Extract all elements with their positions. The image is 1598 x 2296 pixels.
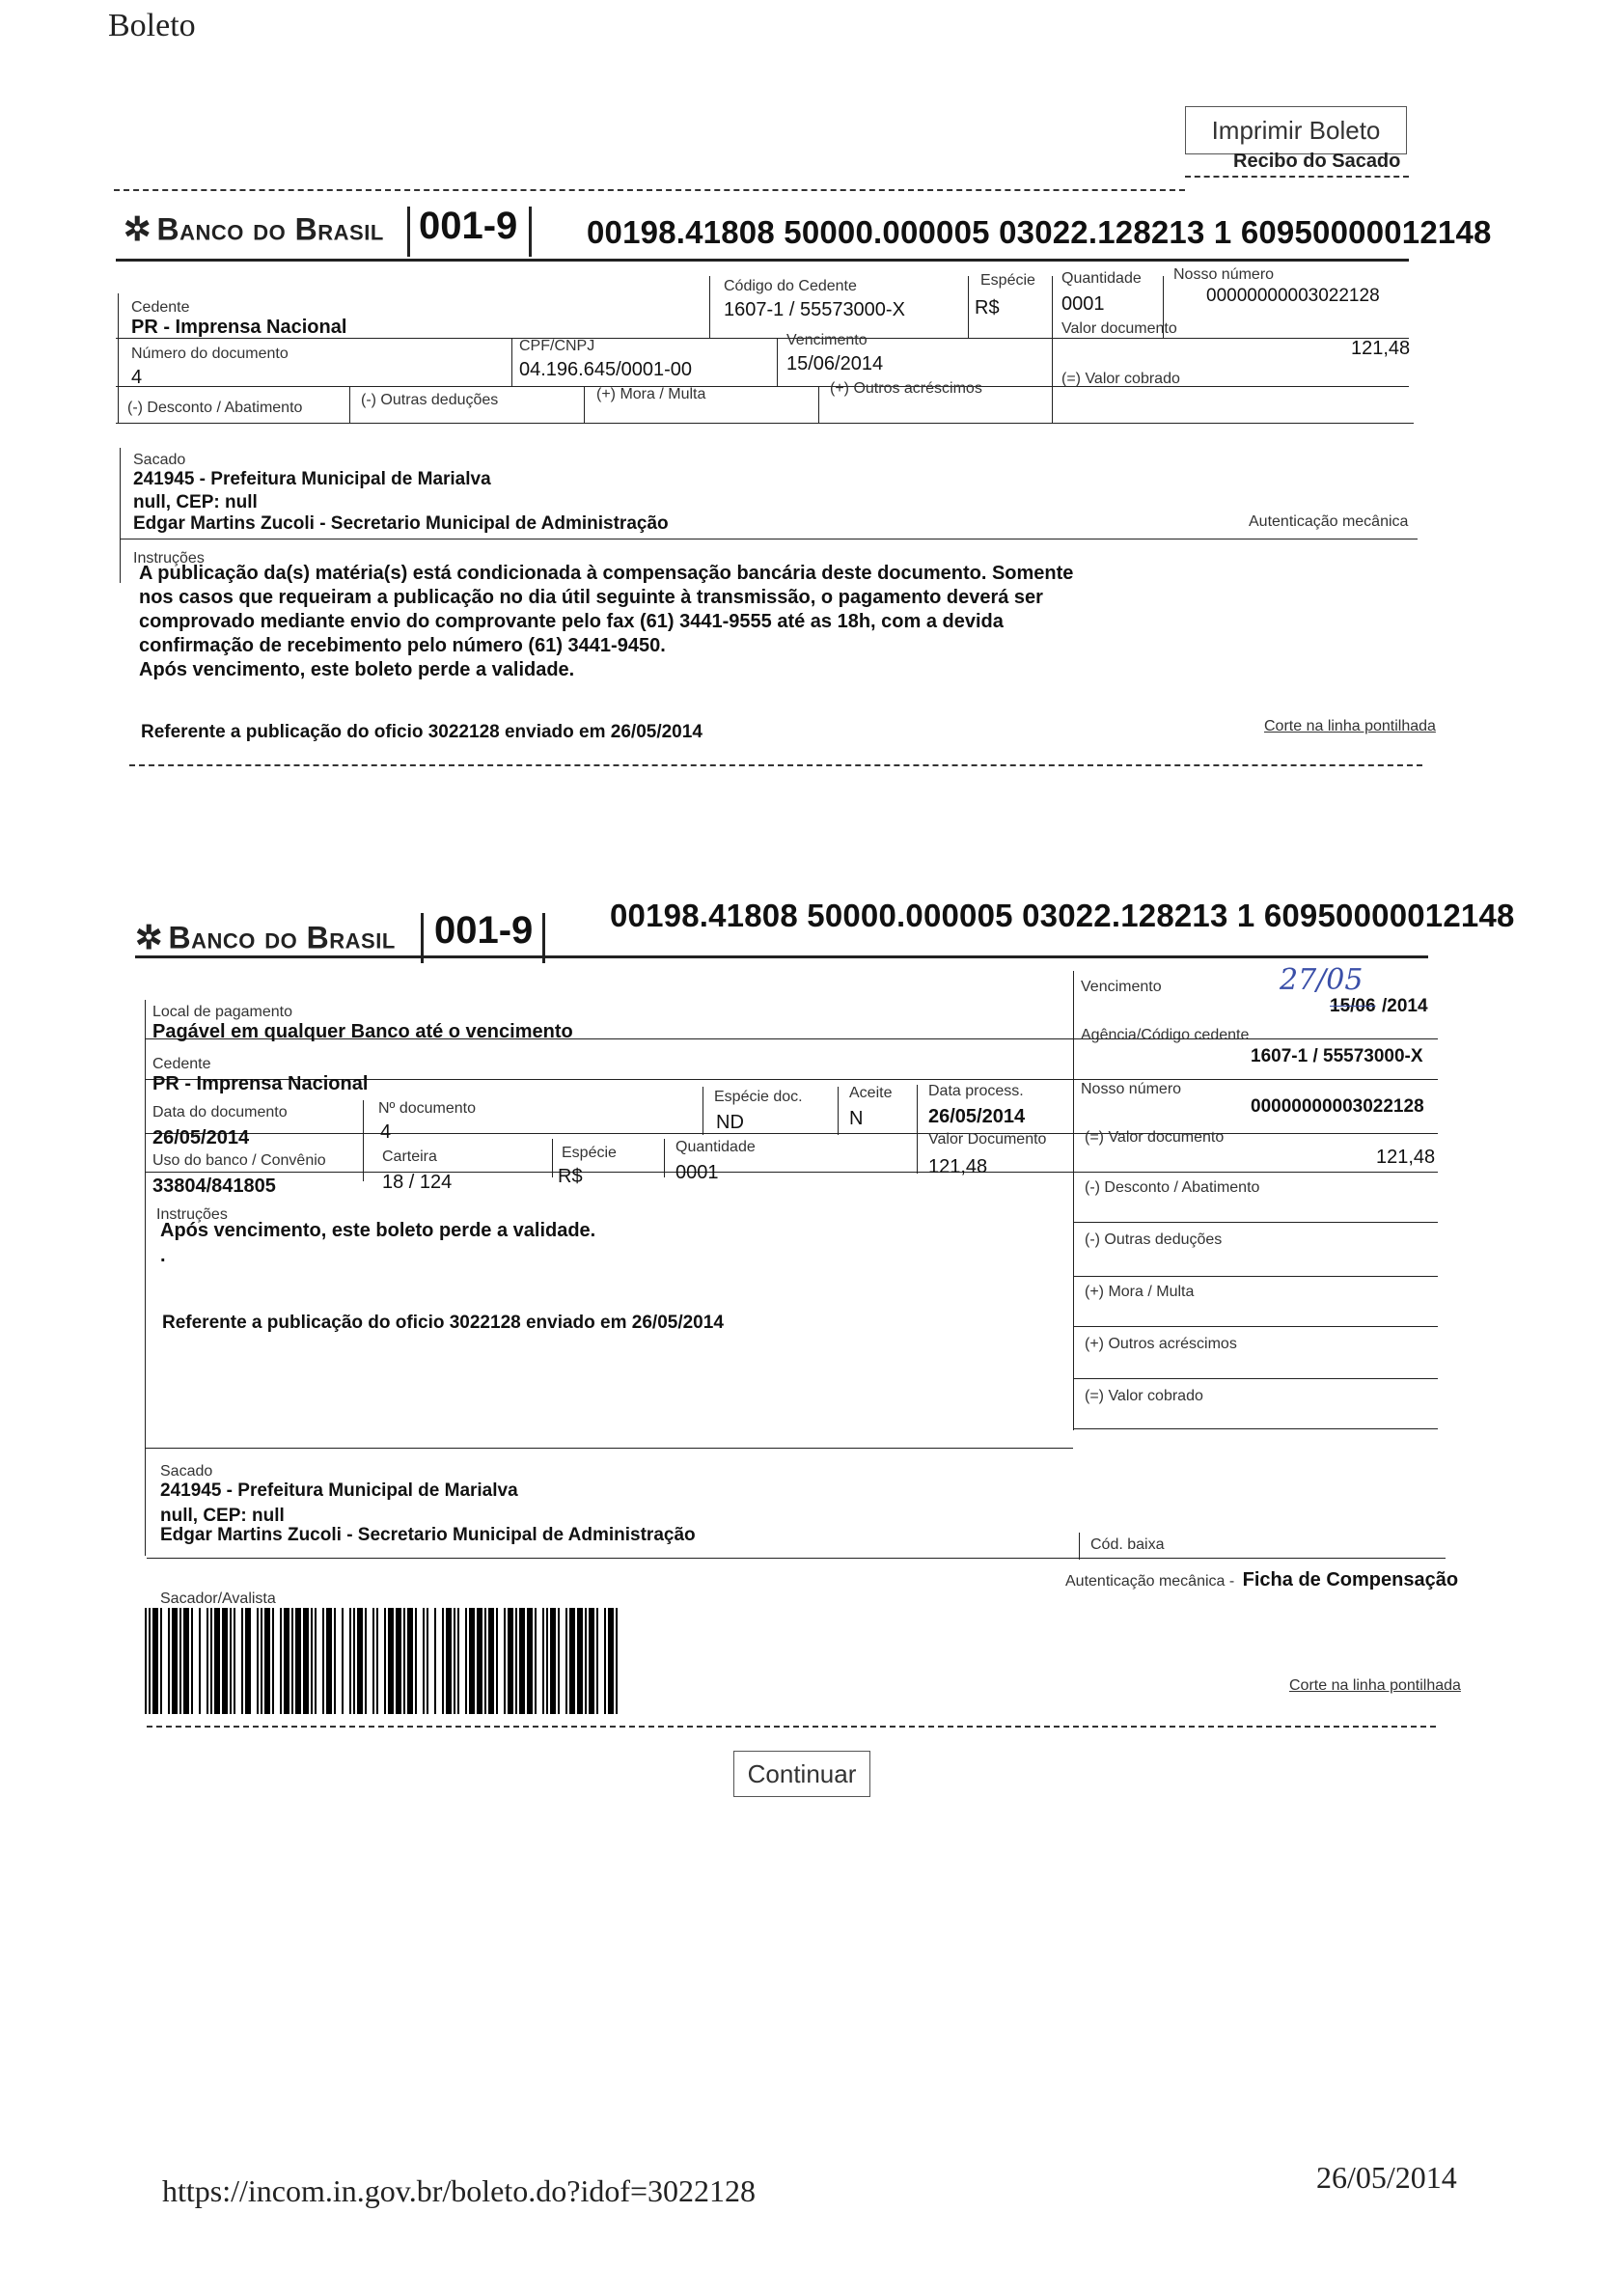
- numero-documento-value: 4: [131, 367, 143, 388]
- ficha-col-data-process: [917, 1085, 918, 1174]
- ficha-instrucao-1: Após vencimento, este boleto perde a validade.: [160, 1220, 596, 1241]
- cedente-label: Cedente: [131, 299, 190, 316]
- ficha-cedente-label: Cedente: [152, 1056, 211, 1072]
- instrucao-line: comprovado mediante envio do comprovante pelo fax (61) 3441-9555 até as 18h, com a devida: [139, 611, 1004, 632]
- ficha-right-line-6: [1073, 1276, 1438, 1277]
- ficha-corte-linha-label: Corte na linha pontilhada: [1289, 1677, 1461, 1694]
- ficha-valor-cobrado-label: (=) Valor cobrado: [1085, 1388, 1203, 1404]
- agencia-label: Agência/Código cedente: [1081, 1027, 1250, 1043]
- outros-acrescimos-label: (+) Outros acréscimos: [830, 380, 982, 397]
- valor-doc-label: Valor Documento: [928, 1131, 1047, 1148]
- data-process-label: Data process.: [928, 1083, 1024, 1099]
- instrucao-line: A publicação da(s) matéria(s) está condicionada à compensação bancária deste documento. Somente: [139, 563, 1074, 584]
- ficha-sacado-bottom: [147, 1558, 1446, 1559]
- quantidade-value: 0001: [1061, 293, 1105, 315]
- ficha-right-col-border: [1073, 971, 1074, 1430]
- ficha-mora-label: (+) Mora / Multa: [1085, 1284, 1195, 1300]
- bank-code: 001-9: [419, 205, 518, 247]
- ficha-compensacao-label: Ficha de Compensação: [1242, 1569, 1459, 1591]
- bank-divider: [407, 207, 410, 257]
- instrucao-line: Após vencimento, este boleto perde a validade.: [139, 659, 575, 680]
- nosso-numero-label: Nosso número: [1173, 266, 1275, 283]
- ficha-corte-dashed-line: [147, 1726, 1436, 1728]
- boleto-barcode: [145, 1608, 620, 1714]
- carteira-value: 18 / 124: [382, 1172, 453, 1193]
- cedente-value: PR - Imprensa Nacional: [131, 317, 347, 338]
- ficha-col-no-doc: [363, 1100, 364, 1181]
- ficha-left-border: [145, 1000, 146, 1556]
- recibo-col-outros: [818, 386, 819, 423]
- data-documento-value: 26/05/2014: [152, 1127, 250, 1148]
- ficha-vencimento-label: Vencimento: [1081, 979, 1162, 995]
- instrucao-line: confirmação de recebimento pelo número (61) 3441-9450.: [139, 635, 666, 656]
- footer-date: 26/05/2014: [1316, 2160, 1457, 2195]
- uso-banco-label: Uso do banco / Convênio: [152, 1152, 326, 1169]
- ficha-sacado-line-2: null, CEP: null: [160, 1506, 285, 1526]
- eq-valor-documento-label: (=) Valor documento: [1085, 1129, 1225, 1146]
- recibo-do-sacado-label: Recibo do Sacado: [1233, 151, 1401, 172]
- ficha-instrucoes-label: Instruções: [156, 1206, 228, 1223]
- vencimento-struck: 15/06: [1330, 996, 1376, 1016]
- no-documento-label: Nº documento: [378, 1100, 477, 1117]
- recibo-col-venc: [777, 338, 778, 386]
- recibo-col-especie: [968, 276, 969, 338]
- ficha-autenticacao-label: Autenticação mecânica -: [1065, 1573, 1235, 1590]
- ficha-sacado-line-1: 241945 - Prefeitura Municipal de Marialva: [160, 1480, 518, 1501]
- instrucoes-label: Instruções: [133, 550, 205, 567]
- recibo-header-rule: [116, 259, 1409, 262]
- ficha-outras-deducoes-label: (-) Outras deduções: [1085, 1231, 1223, 1248]
- recibo-col-mora: [584, 386, 585, 423]
- aceite-label: Aceite: [849, 1085, 893, 1101]
- ficha-col-especie: [552, 1139, 553, 1177]
- ficha-line-4: [145, 1172, 1438, 1173]
- recibo-col-quantidade: [1052, 276, 1053, 423]
- quantidade-label: Quantidade: [1061, 270, 1142, 287]
- valor-documento-value: 121,48: [1351, 338, 1411, 359]
- bank-code-divider: [529, 207, 532, 257]
- ficha-line-3: [145, 1133, 1438, 1134]
- local-pagamento-label: Local de pagamento: [152, 1004, 292, 1020]
- vencimento-handwritten: 27/05: [1280, 963, 1364, 997]
- sacado-left-border: [120, 448, 121, 583]
- top-dashed-line-right: [1185, 176, 1409, 178]
- especie-doc-label: Espécie doc.: [714, 1089, 803, 1105]
- ficha-sacado-label: Sacado: [160, 1463, 213, 1480]
- linha-digitavel: 00198.41808 50000.000005 03022.128213 1 60950000012148: [587, 214, 1492, 250]
- outras-deducoes-label: (-) Outras deduções: [361, 392, 499, 408]
- no-documento-value: 4: [380, 1121, 392, 1143]
- vencimento-label: Vencimento: [786, 332, 868, 348]
- recibo-col-outras: [349, 386, 350, 423]
- ficha-col-aceite: [838, 1087, 839, 1135]
- recibo-col-cpf: [511, 338, 512, 386]
- ficha-desconto-label: (-) Desconto / Abatimento: [1085, 1179, 1260, 1196]
- ficha-right-line-7: [1073, 1326, 1438, 1327]
- sacado-line-2: null, CEP: null: [133, 492, 258, 512]
- top-dashed-line: [114, 189, 1185, 191]
- ficha-sacado-line-3: Edgar Martins Zucoli - Secretario Municipal de Administração: [160, 1525, 696, 1545]
- ficha-especie-label: Espécie: [562, 1145, 617, 1161]
- carteira-label: Carteira: [382, 1148, 437, 1165]
- ficha-right-line-5: [1073, 1222, 1438, 1223]
- instrucoes-text: [139, 562, 1073, 682]
- recibo-left-border: [118, 293, 119, 423]
- data-documento-label: Data do documento: [152, 1104, 288, 1120]
- vencimento-year: /2014: [1382, 996, 1428, 1016]
- vencimento-value: 15/06/2014: [786, 353, 884, 374]
- ficha-cedente-value: PR - Imprensa Nacional: [152, 1073, 369, 1094]
- cpf-cnpj-value: 04.196.645/0001-00: [519, 359, 693, 380]
- cpf-cnpj-label: CPF/CNPJ: [519, 338, 595, 354]
- barcode-gap: [618, 1608, 620, 1714]
- ficha-especie-value: R$: [558, 1166, 583, 1187]
- uso-banco-value: 33804/841805: [152, 1176, 276, 1197]
- eq-valor-documento-value: 121,48: [1376, 1147, 1436, 1168]
- valor-doc-value: 121,48: [928, 1156, 988, 1177]
- banco-do-brasil-logo-icon: ✲: [124, 211, 152, 248]
- bank-code-2: 001-9: [434, 909, 534, 952]
- agencia-value: 1607-1 / 55573000-X: [1251, 1046, 1423, 1066]
- especie-value: R$: [975, 297, 1000, 318]
- aceite-value: N: [849, 1108, 864, 1129]
- instrucao-line: nos casos que requeiram a publicação no dia útil seguinte à transmissão, o pagamento deverá ser: [139, 587, 1043, 608]
- bank-logo-bottom: ✲ Banco do Brasil: [135, 920, 396, 956]
- mora-label: (+) Mora / Multa: [596, 386, 706, 402]
- valor-documento-label: Valor documento: [1061, 320, 1177, 337]
- recibo-row-line-3: [116, 423, 1414, 424]
- especie-doc-value: ND: [716, 1112, 744, 1133]
- sacado-line-3: Edgar Martins Zucoli - Secretario Municipal de Administração: [133, 513, 669, 534]
- ficha-quantidade-label: Quantidade: [675, 1139, 756, 1155]
- valor-cobrado-label: (=) Valor cobrado: [1061, 371, 1180, 387]
- ficha-nosso-numero-label: Nosso número: [1081, 1081, 1182, 1097]
- print-boleto-button[interactable]: Imprimir Boleto: [1185, 106, 1407, 154]
- continue-button[interactable]: Continuar: [733, 1751, 870, 1797]
- ficha-right-line-9: [1073, 1428, 1438, 1429]
- ficha-col-quantidade: [664, 1139, 665, 1177]
- banco-do-brasil-logo-icon: ✲: [135, 920, 163, 956]
- desconto-label: (-) Desconto / Abatimento: [127, 400, 303, 416]
- page-header-title: Boleto: [108, 8, 196, 43]
- nosso-numero-value: 00000000003022128: [1206, 286, 1380, 306]
- bank-logo-top: ✲ Banco do Brasil: [124, 211, 384, 248]
- cod-baixa-label: Cód. baixa: [1090, 1536, 1165, 1553]
- sacador-avalista-label: Sacador/Avalista: [160, 1591, 276, 1607]
- recibo-col-codigo: [709, 276, 710, 338]
- local-pagamento-value: Pagável em qualquer Banco até o vencimento: [152, 1021, 573, 1042]
- ficha-instrucao-dot: .: [160, 1245, 166, 1266]
- footer-url: https://incom.in.gov.br/boleto.do?idof=3022128: [162, 2173, 757, 2208]
- cod-baixa-divider: [1079, 1533, 1080, 1560]
- autenticacao-mecanica-label: Autenticação mecânica: [1249, 513, 1409, 530]
- codigo-cedente-label: Código do Cedente: [724, 278, 857, 294]
- sacado-label: Sacado: [133, 452, 186, 468]
- numero-documento-label: Número do documento: [131, 346, 289, 362]
- linha-digitavel-2: 00198.41808 50000.000005 03022.128213 1 60950000012148: [610, 898, 1515, 933]
- ficha-header-rule: [135, 955, 1428, 958]
- referente-text: Referente a publicação do oficio 3022128 enviado em 26/05/2014: [141, 722, 703, 742]
- ficha-compensacao-area: [1065, 1569, 1458, 1591]
- ficha-right-line-8: [1073, 1378, 1438, 1379]
- corte-linha-label: Corte na linha pontilhada: [1264, 718, 1436, 734]
- ficha-instr-bottom: [145, 1448, 1073, 1449]
- corte-dashed-line: [129, 764, 1422, 766]
- recibo-row-line-2: [116, 386, 1409, 387]
- ficha-nosso-numero-value: 00000000003022128: [1251, 1096, 1424, 1117]
- ficha-referente-text: Referente a publicação do oficio 3022128 enviado em 26/05/2014: [162, 1313, 724, 1333]
- especie-label: Espécie: [980, 272, 1035, 289]
- ficha-outros-acrescimos-label: (+) Outros acréscimos: [1085, 1336, 1237, 1352]
- data-process-value: 26/05/2014: [928, 1106, 1026, 1127]
- sacado-line-1: 241945 - Prefeitura Municipal de Marialva: [133, 469, 491, 489]
- codigo-cedente-value: 1607-1 / 55573000-X: [724, 299, 905, 320]
- ficha-quantidade-value: 0001: [675, 1162, 719, 1183]
